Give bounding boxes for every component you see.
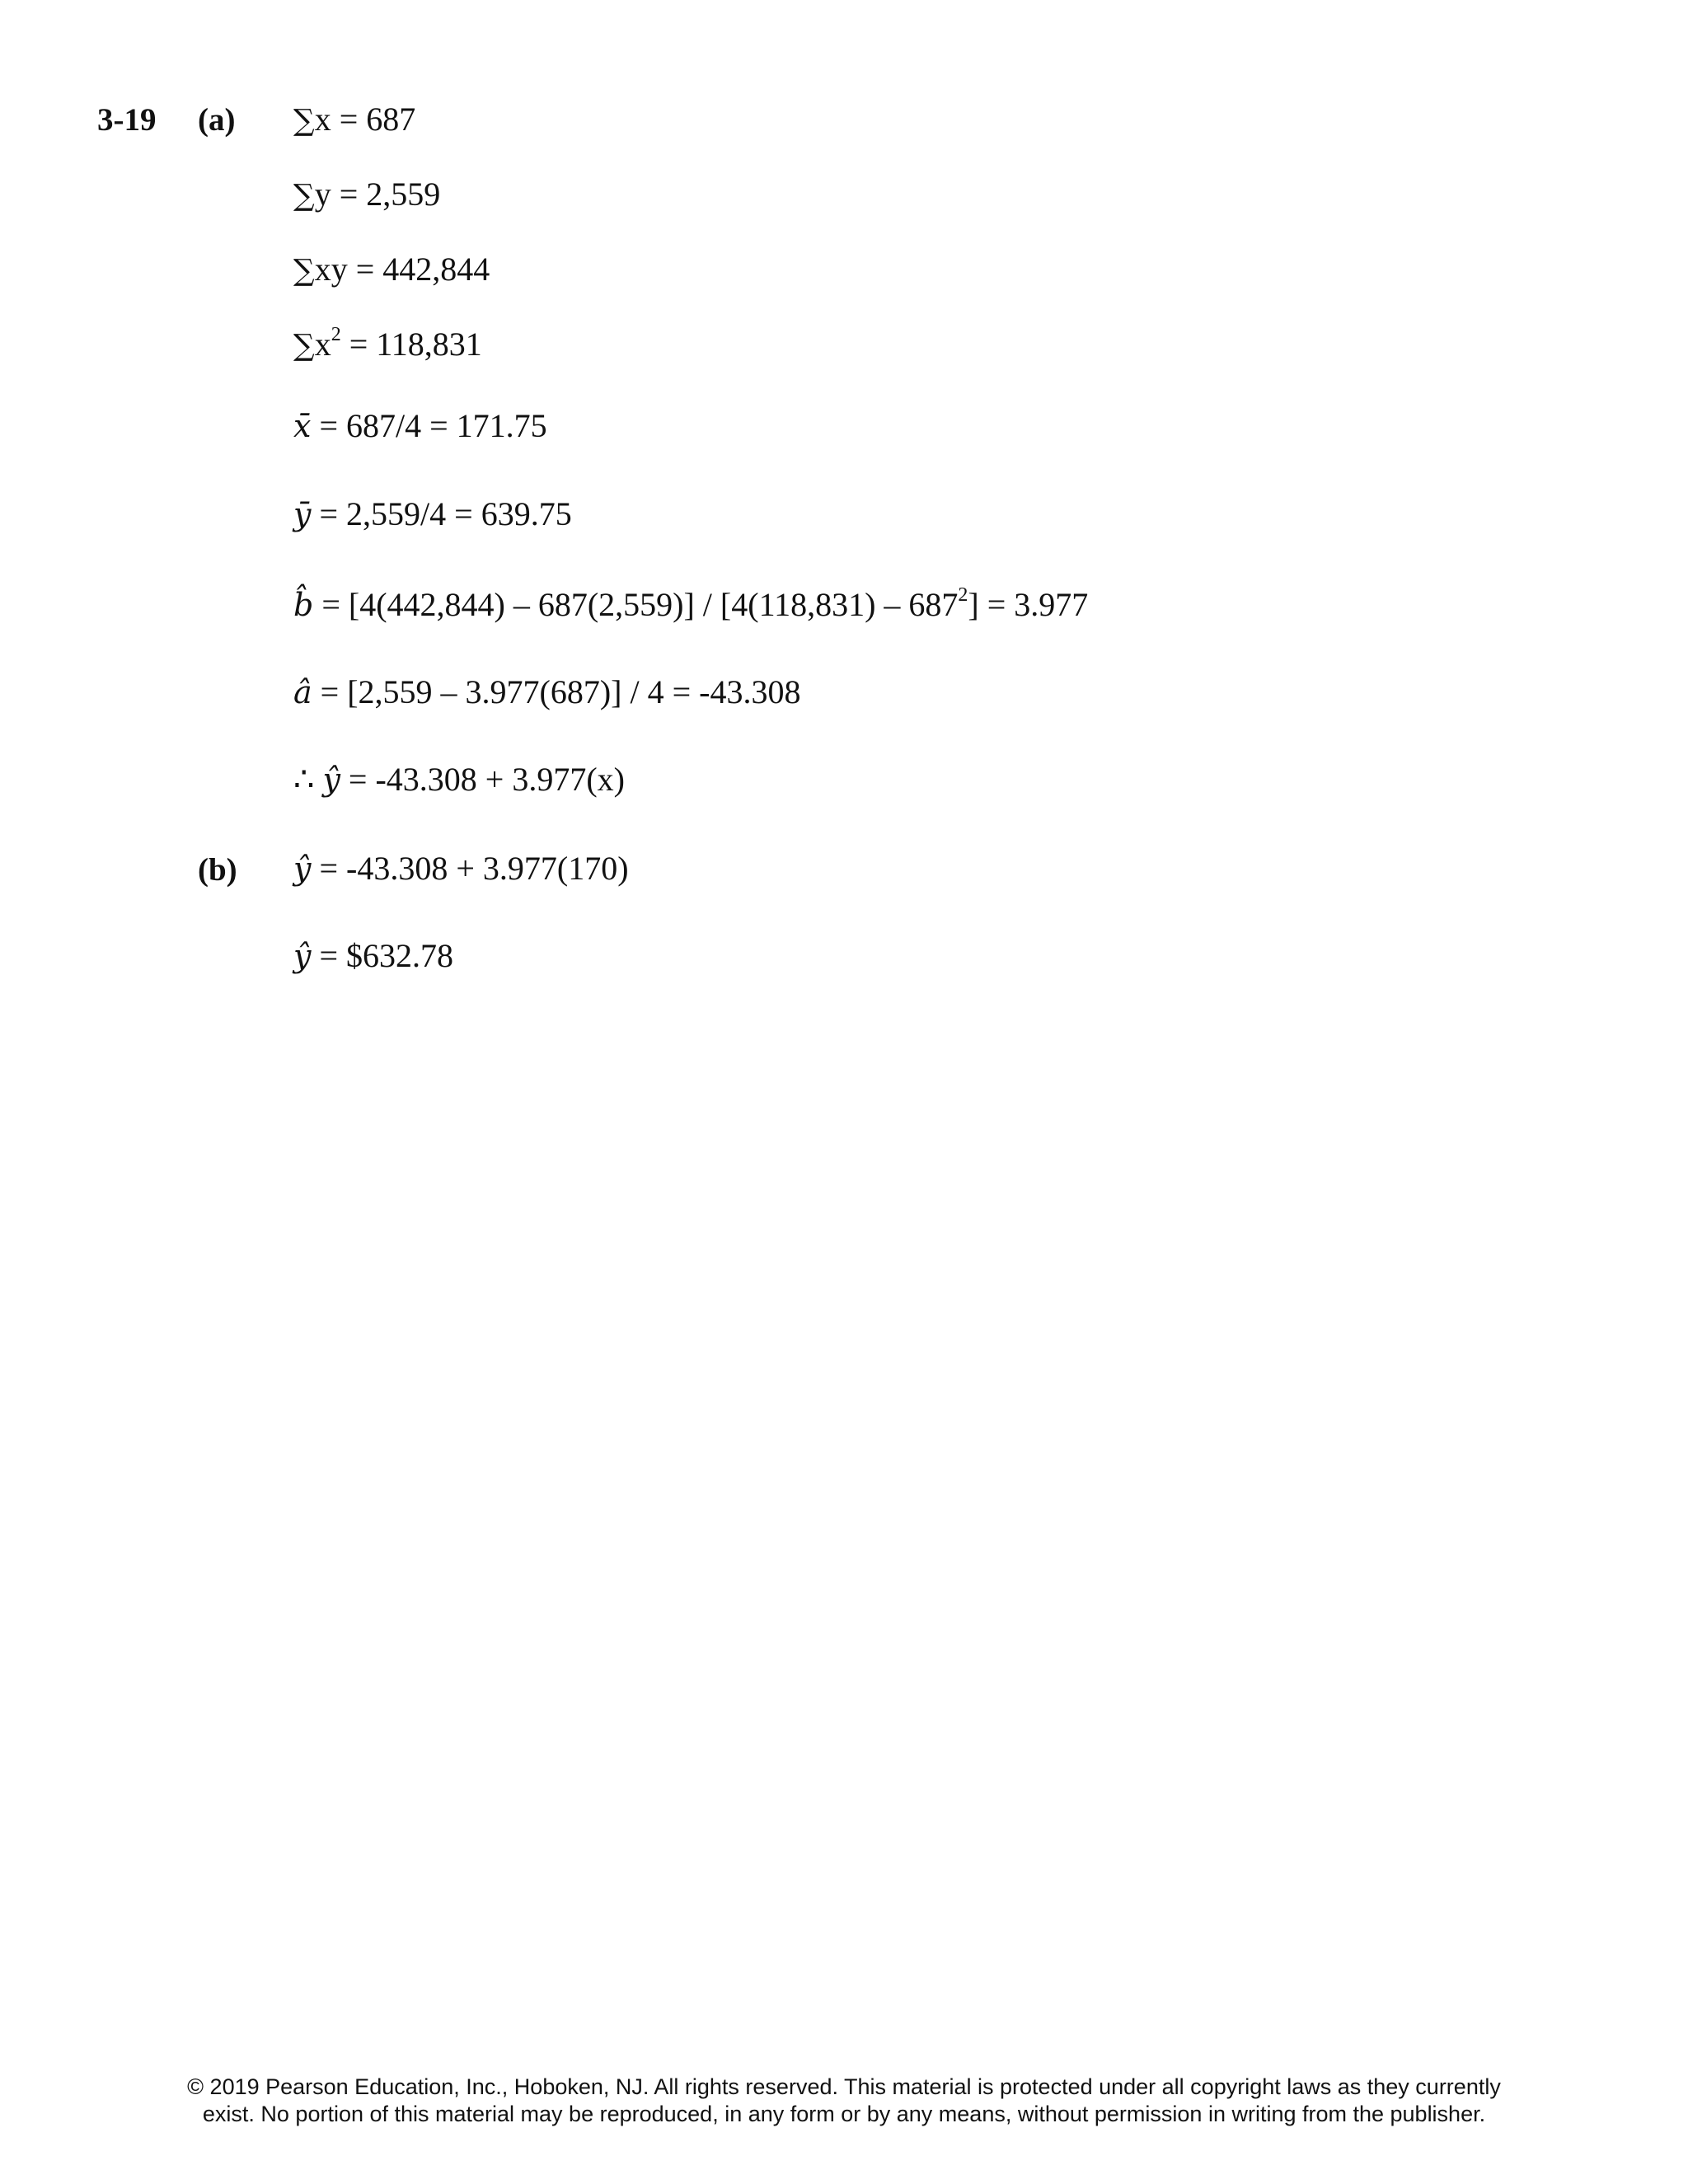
sum-y-equation: [293, 178, 440, 211]
prediction-calc-equation: [293, 852, 629, 885]
equation-rhs: = [4(442,844) – 687(2,559)] / [4(118,831) – 687: [313, 586, 959, 623]
equation-variable: x: [314, 101, 331, 138]
copyright-line-2: exist. No portion of this material may be reproduced, in any form or by any means, without permission in writing from the publisher.: [202, 2102, 1486, 2126]
equation-rhs-end: ] = 3.977: [968, 586, 1089, 623]
y-bar-equation: [293, 495, 572, 532]
part-a-label: (a): [198, 102, 236, 138]
y-bar-symbol: ȳ: [293, 496, 312, 532]
equation-rhs: = -43.308 + 3.977(x): [340, 761, 625, 798]
sigma-symbol: ∑: [293, 104, 315, 138]
equation-variable: y: [314, 176, 331, 213]
exponent: 2: [958, 584, 968, 606]
sum-x-equation: [293, 103, 415, 136]
equation-rhs: = [2,559 – 3.977(687)] / 4 = -43.308: [312, 673, 801, 710]
copyright-line-1: © 2019 Pearson Education, Inc., Hoboken, NJ. All rights reserved. This material is protected under all copyright laws as they currently: [187, 2074, 1501, 2099]
y-hat-symbol: ŷ: [293, 938, 312, 974]
equation-rhs: = 687: [331, 101, 416, 138]
copyright-footer: [0, 2074, 1688, 2128]
a-hat-equation: [293, 673, 801, 710]
therefore-symbol: ∴: [293, 761, 323, 798]
a-hat-symbol: â: [293, 674, 312, 710]
equation-rhs: = $632.78: [311, 937, 454, 974]
equation-rhs: = 2,559/4 = 639.75: [311, 495, 572, 532]
sigma-symbol: ∑: [293, 179, 315, 213]
problem-number: 3-19: [97, 102, 157, 138]
exponent: 2: [331, 324, 341, 345]
equation-rhs: = 442,844: [347, 251, 490, 288]
x-bar-symbol: x̄: [293, 408, 312, 444]
sigma-symbol: ∑: [293, 329, 315, 363]
sigma-symbol: ∑: [293, 254, 315, 288]
b-hat-symbol: b̂: [293, 587, 314, 623]
b-hat-equation: [293, 584, 1089, 623]
x-bar-equation: [293, 407, 547, 444]
prediction-result-equation: [293, 937, 454, 974]
equation-rhs: = -43.308 + 3.977(170): [311, 850, 629, 887]
sum-x-squared-equation: [293, 324, 482, 363]
equation-rhs: = 2,559: [331, 176, 441, 213]
equation-rhs: = 118,831: [340, 326, 482, 363]
sum-xy-equation: [293, 253, 490, 286]
y-hat-symbol: ŷ: [322, 762, 340, 798]
equation-rhs: = 687/4 = 171.75: [311, 407, 547, 444]
part-b-label: (b): [198, 852, 237, 888]
equation-variable: xy: [314, 251, 348, 288]
y-hat-symbol: ŷ: [293, 851, 312, 887]
regression-equation: [293, 763, 625, 796]
equation-variable: x: [314, 326, 331, 363]
